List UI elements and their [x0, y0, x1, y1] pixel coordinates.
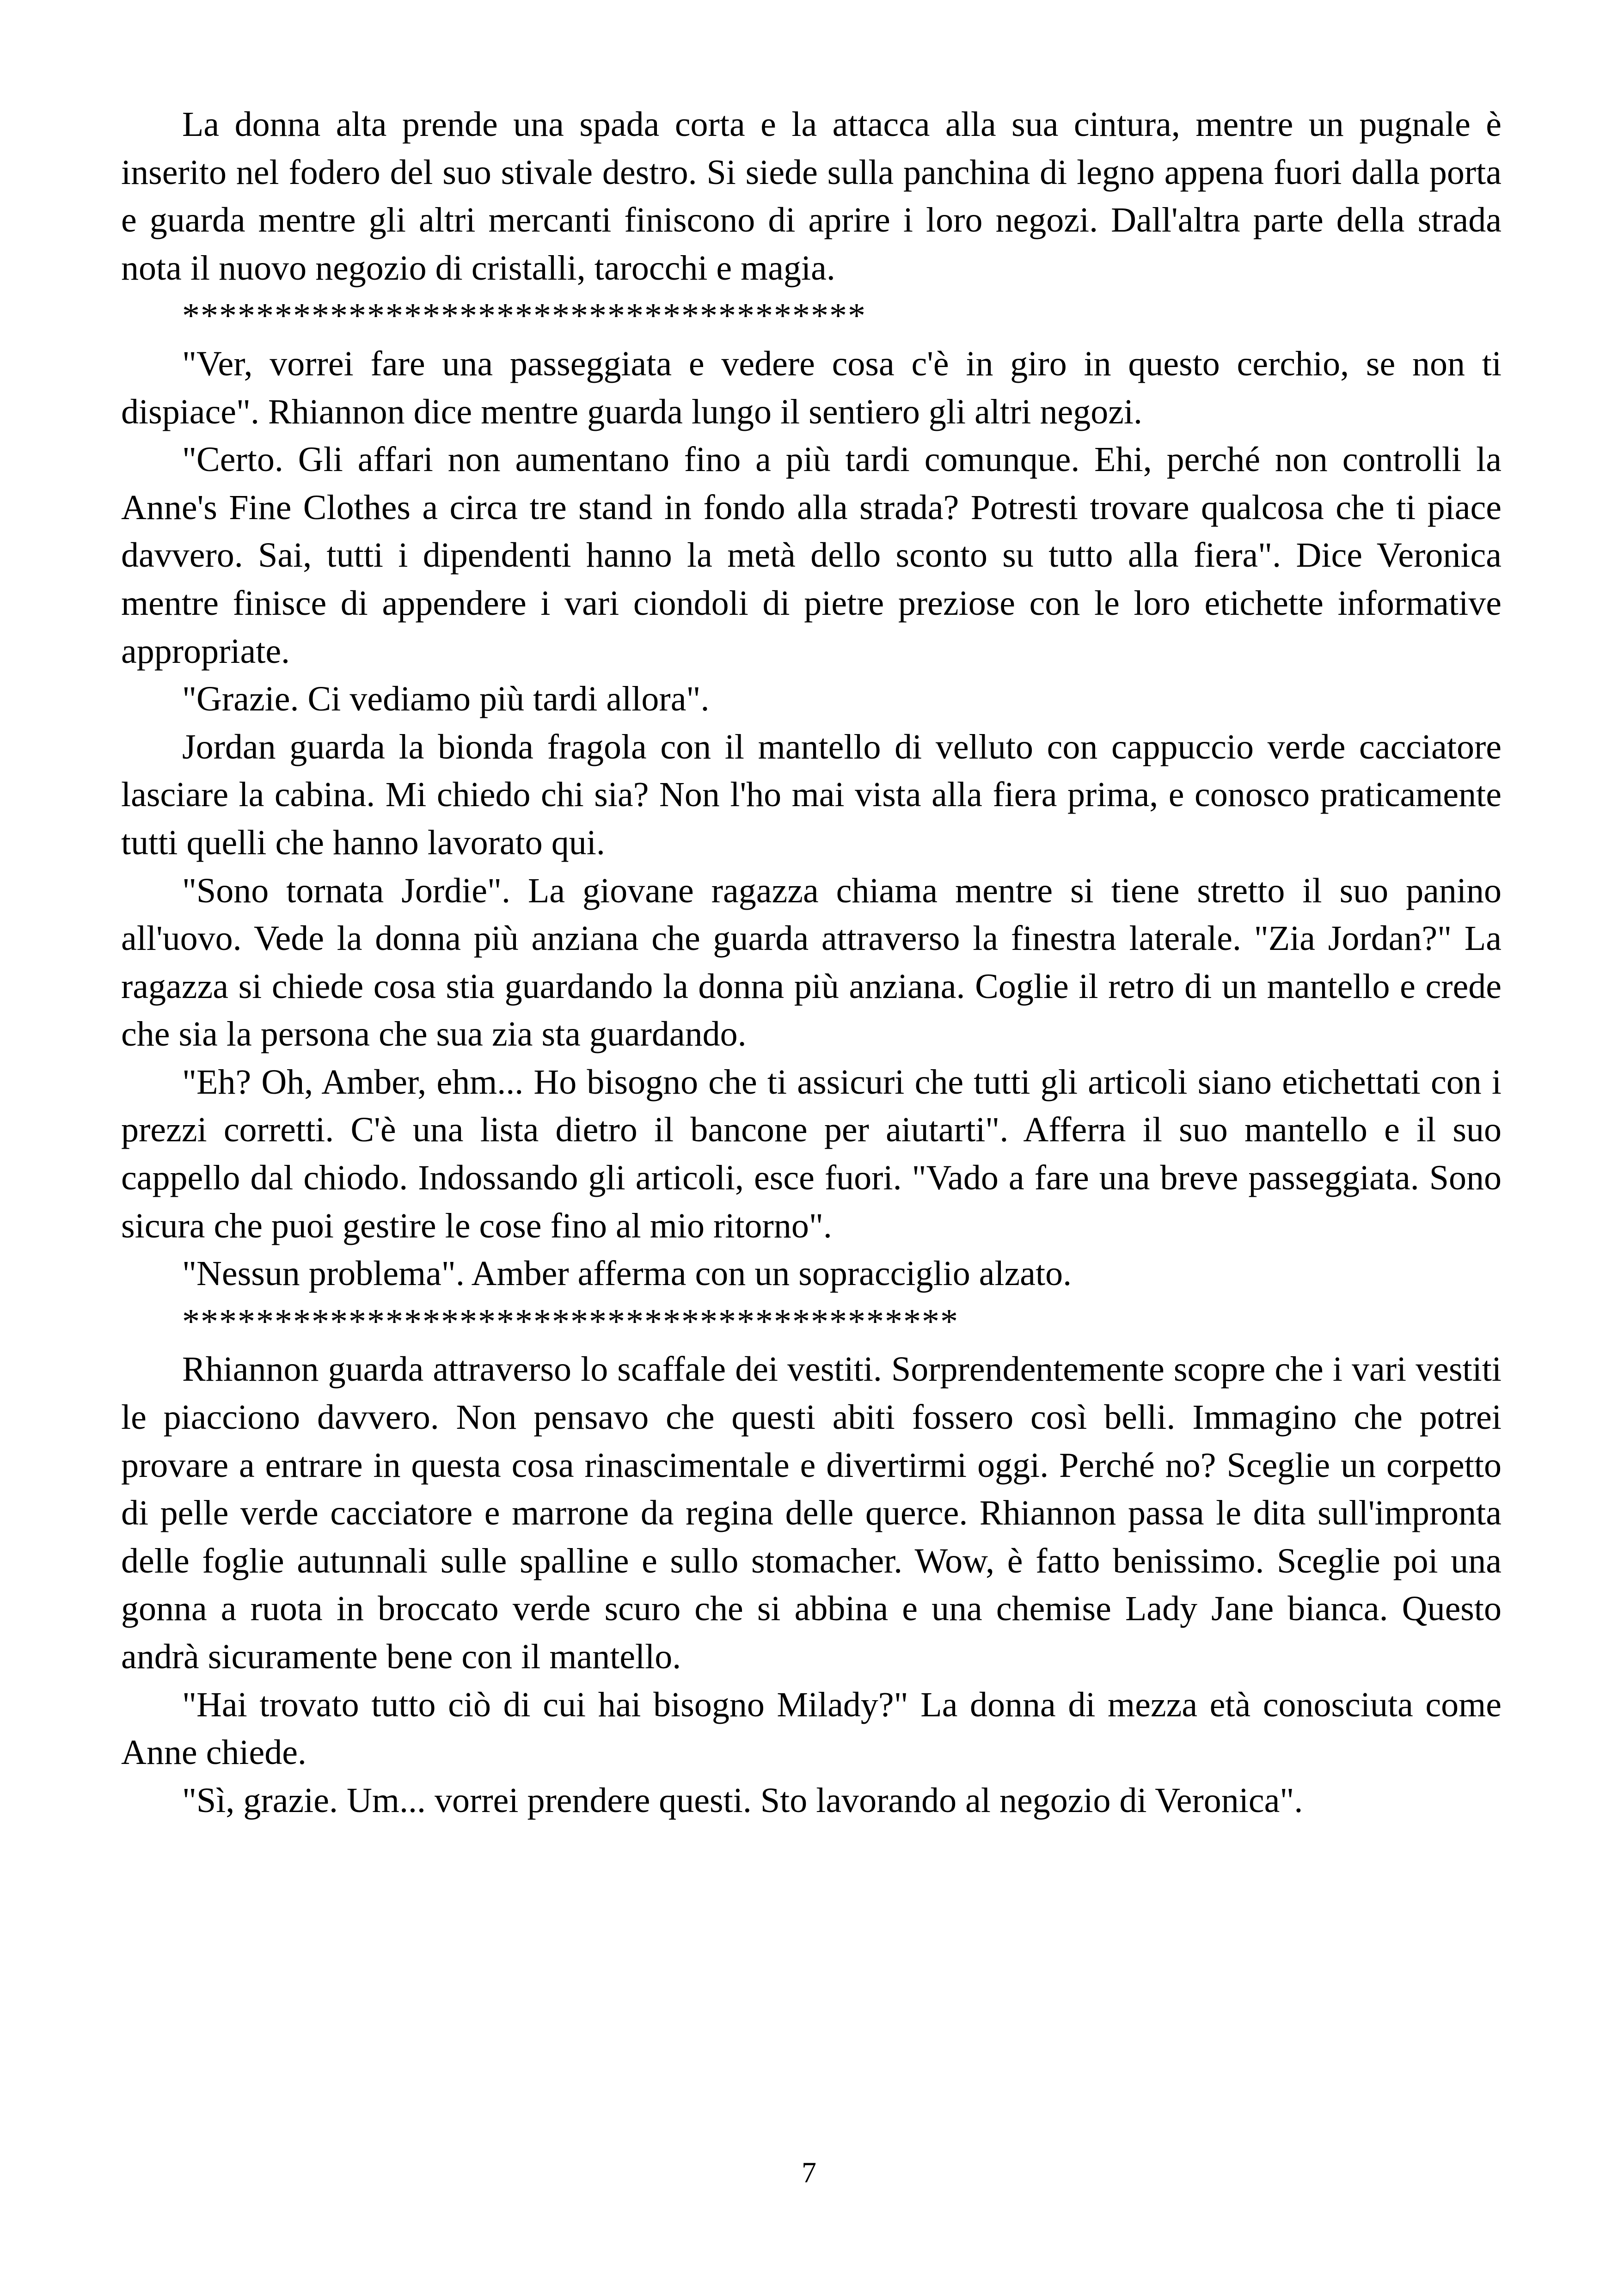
paragraph: "Sono tornata Jordie". La giovane ragazza chiama mentre si tiene stretto il suo panino all'uovo. Vede la donna più anziana che guarda attraverso la finestra laterale. "Zia Jordan?" La ragazza si chiede cosa stia guardando la donna più anziana. Coglie il retro di un mantello e crede che sia la persona che sua zia sta guardando.	[121, 871, 1502, 1054]
section-separator: *************************************	[182, 296, 866, 336]
body-text	[121, 101, 1502, 1825]
paragraph: "Certo. Gli affari non aumentano fino a più tardi comunque. Ehi, perché non controlli la Anne's Fine Clothes a circa tre stand in fondo alla strada? Potresti trovare qualcosa che ti piace davvero. Sai, tutti i dipendenti hanno la metà dello sconto su tutto alla fiera". Dice Veronica mentre finisce di appendere i vari ciondoli di pietre preziose con le loro etichette informative appropriate.	[121, 440, 1502, 671]
paragraph: Jordan guarda la bionda fragola con il mantello di velluto con cappuccio verde cacciatore lasciare la cabina. Mi chiedo chi sia? Non l'ho mai vista alla fiera prima, e conosco praticamente tutti quelli che hanno lavorato qui.	[121, 727, 1502, 862]
paragraph: "Sì, grazie. Um... vorrei prendere questi. Sto lavorando al negozio di Veronica".	[182, 1781, 1303, 1820]
paragraph: "Eh? Oh, Amber, ehm... Ho bisogno che ti assicuri che tutti gli articoli siano etichettati con i prezzi corretti. C'è una lista dietro il bancone per aiutarti". Afferra il suo mantello e il suo cappello dal chiodo. Indossando gli articoli, esce fuori. "Vado a fare una breve passeggiata. Sono sicura che puoi gestire le cose fino al mio ritorno".	[121, 1062, 1502, 1245]
paragraph: La donna alta prende una spada corta e la attacca alla sua cintura, mentre un pugnale è inserito nel fodero del suo stivale destro. Si siede sulla panchina di legno appena fuori dalla porta e guarda mentre gli altri mercanti finiscono di aprire i loro negozi. Dall'altra parte della strada nota il nuovo negozio di cristalli, tarocchi e magia.	[121, 105, 1502, 288]
paragraph: "Grazie. Ci vediamo più tardi allora".	[182, 680, 710, 719]
page-number: 7	[802, 2156, 816, 2189]
paragraph: "Nessun problema". Amber afferma con un sopracciglio alzato.	[182, 1254, 1072, 1293]
paragraph: "Hai trovato tutto ciò di cui hai bisogno Milady?" La donna di mezza età conosciuta come Anne chiede.	[121, 1685, 1502, 1772]
section-separator: ******************************************	[182, 1302, 959, 1341]
paragraph: Rhiannon guarda attraverso lo scaffale dei vestiti. Sorprendentemente scopre che i vari vestiti le piacciono davvero. Non pensavo che questi abiti fossero così belli. Immagino che potrei provare a entrare in questa cosa rinascimentale e divertirmi oggi. Perché no? Sceglie un corpetto di pelle verde cacciatore e marrone da regina delle querce. Rhiannon passa le dita sull'impronta delle foglie autunnali sulle spalline e sullo stomacher. Wow, è fatto benissimo. Sceglie poi una gonna a ruota in broccato verde scuro che si abbina e una chemise Lady Jane bianca. Questo andrà sicuramente bene con il mantello.	[121, 1350, 1502, 1676]
paragraph: "Ver, vorrei fare una passeggiata e vedere cosa c'è in giro in questo cerchio, se non ti dispiace". Rhiannon dice mentre guarda lungo il sentiero gli altri negozi.	[121, 344, 1502, 431]
